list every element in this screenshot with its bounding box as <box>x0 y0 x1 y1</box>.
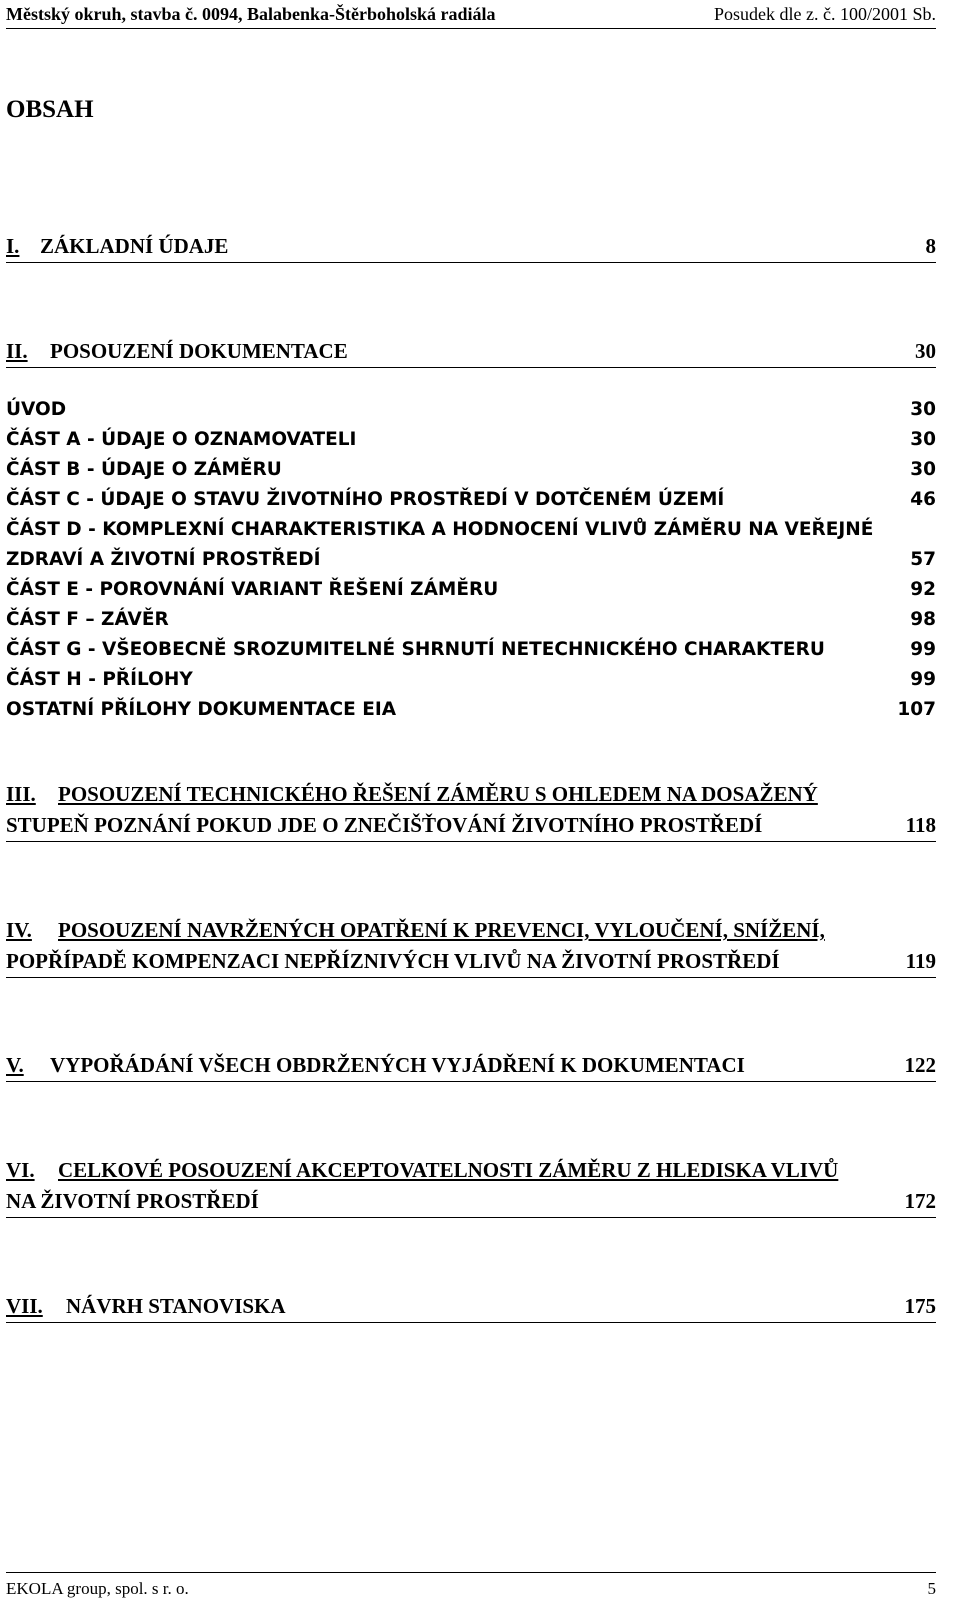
toc-section-line <box>6 337 936 368</box>
toc-section-iv[interactable] <box>6 916 936 978</box>
subsection-title: ZDRAVÍ A ŽIVOTNÍ PROSTŘEDÍ <box>6 549 321 570</box>
toc-section-line <box>6 1051 936 1082</box>
toc-subsection[interactable] <box>6 459 936 489</box>
footer-company: EKOLA group, spol. s r. o. <box>6 1579 189 1598</box>
subsection-page: 99 <box>910 639 936 660</box>
toc-section-line <box>6 1187 936 1218</box>
page-footer <box>6 1572 936 1598</box>
section-title: ZÁKLADNÍ ÚDAJE <box>40 234 229 258</box>
toc-title: OBSAH <box>6 96 94 123</box>
section-title-cont: STUPEŇ POZNÁNÍ POKUD JDE O ZNEČIŠŤOVÁNÍ ŽIVOTNÍHO PROSTŘEDÍ <box>6 813 763 837</box>
page-number: 5 <box>927 1579 936 1598</box>
toc-section-iii[interactable] <box>6 780 936 842</box>
subsection-page: 30 <box>910 459 936 480</box>
section-page: 175 <box>904 1294 936 1318</box>
toc-subsection[interactable] <box>6 399 936 429</box>
section-title: CELKOVÉ POSOUZENÍ AKCEPTOVATELNOSTI ZÁMĚRU Z HLEDISKA VLIVŮ <box>58 1158 839 1182</box>
subsection-title: ČÁST H - PŘÍLOHY <box>6 669 193 690</box>
subsection-page: 57 <box>910 549 936 570</box>
section-number: VI. <box>6 1158 35 1182</box>
toc-section-line <box>6 947 936 978</box>
section-number: V. <box>6 1053 24 1077</box>
toc-subsection[interactable] <box>6 489 936 519</box>
toc-section-vii[interactable] <box>6 1292 936 1323</box>
toc-section-ii[interactable] <box>6 337 936 368</box>
subsection-page: 107 <box>897 699 936 720</box>
section-title-cont: POPŘÍPADĚ KOMPENZACI NEPŘÍZNIVÝCH VLIVŮ NA ŽIVOTNÍ PROSTŘEDÍ <box>6 949 780 973</box>
subsection-page: 98 <box>910 609 936 630</box>
subsection-title: ČÁST F – ZÁVĚR <box>6 609 169 630</box>
section-page: 172 <box>904 1189 936 1213</box>
section-title: POSOUZENÍ DOKUMENTACE <box>50 339 348 363</box>
page-header <box>6 0 936 29</box>
header-reference: Posudek dle z. č. 100/2001 Sb. <box>714 4 936 24</box>
toc-subsection[interactable] <box>6 519 936 549</box>
subsection-page: 30 <box>910 429 936 450</box>
toc-section-line <box>6 232 936 263</box>
section-page: 122 <box>904 1053 936 1077</box>
subsection-page: 99 <box>910 669 936 690</box>
toc-section-line <box>6 1292 936 1323</box>
subsection-title: ČÁST B - ÚDAJE O ZÁMĚRU <box>6 459 282 480</box>
subsection-title: OSTATNÍ PŘÍLOHY DOKUMENTACE EIA <box>6 699 397 720</box>
section-number: II. <box>6 339 28 363</box>
toc-subsection[interactable] <box>6 549 936 579</box>
subsection-title: ČÁST E - POROVNÁNÍ VARIANT ŘEŠENÍ ZÁMĚRU <box>6 579 499 600</box>
subsection-title: ČÁST D - KOMPLEXNÍ CHARAKTERISTIKA A HODNOCENÍ VLIVŮ ZÁMĚRU NA VEŘEJNÉ <box>6 519 874 540</box>
subsection-title: ÚVOD <box>6 399 67 420</box>
toc-subsection[interactable] <box>6 639 936 669</box>
toc-section-line <box>6 780 936 811</box>
subsection-page: 30 <box>910 399 936 420</box>
section-page: 119 <box>905 949 936 973</box>
toc-subsection[interactable] <box>6 429 936 459</box>
toc-section-i[interactable] <box>6 232 936 263</box>
toc-section-line <box>6 916 936 947</box>
section-title: NÁVRH STANOVISKA <box>66 1294 286 1318</box>
toc-subsection[interactable] <box>6 579 936 609</box>
toc-section-line <box>6 811 936 842</box>
section-number: IV. <box>6 918 32 942</box>
subsection-page: 92 <box>910 579 936 600</box>
toc-subsection[interactable] <box>6 609 936 639</box>
toc-subsection[interactable] <box>6 669 936 699</box>
section-title: VYPOŘÁDÁNÍ VŠECH OBDRŽENÝCH VYJÁDŘENÍ K DOKUMENTACI <box>50 1053 745 1077</box>
section-title: POSOUZENÍ TECHNICKÉHO ŘEŠENÍ ZÁMĚRU S OHLEDEM NA DOSAŽENÝ <box>58 782 818 806</box>
subsection-title: ČÁST C - ÚDAJE O STAVU ŽIVOTNÍHO PROSTŘEDÍ V DOTČENÉM ÚZEMÍ <box>6 489 725 510</box>
subsection-title: ČÁST G - VŠEOBECNĚ SROZUMITELNÉ SHRNUTÍ NETECHNICKÉHO CHARAKTERU <box>6 639 825 660</box>
toc-subsection-list <box>6 399 936 729</box>
subsection-page: 46 <box>910 489 936 510</box>
toc-section-vi[interactable] <box>6 1156 936 1218</box>
section-title: POSOUZENÍ NAVRŽENÝCH OPATŘENÍ K PREVENCI, VYLOUČENÍ, SNÍŽENÍ, <box>58 918 825 942</box>
toc-section-v[interactable] <box>6 1051 936 1082</box>
section-title-cont: NA ŽIVOTNÍ PROSTŘEDÍ <box>6 1189 259 1213</box>
section-page: 8 <box>925 234 936 258</box>
toc-section-line <box>6 1156 936 1187</box>
section-number: I. <box>6 234 20 258</box>
section-number: VII. <box>6 1294 43 1318</box>
header-title: Městský okruh, stavba č. 0094, Balabenka-Štěrboholská radiála <box>6 4 496 24</box>
toc-subsection[interactable] <box>6 699 936 729</box>
section-number: III. <box>6 782 36 806</box>
section-page: 30 <box>915 339 936 363</box>
section-page: 118 <box>905 813 936 837</box>
subsection-title: ČÁST A - ÚDAJE O OZNAMOVATELI <box>6 429 357 450</box>
